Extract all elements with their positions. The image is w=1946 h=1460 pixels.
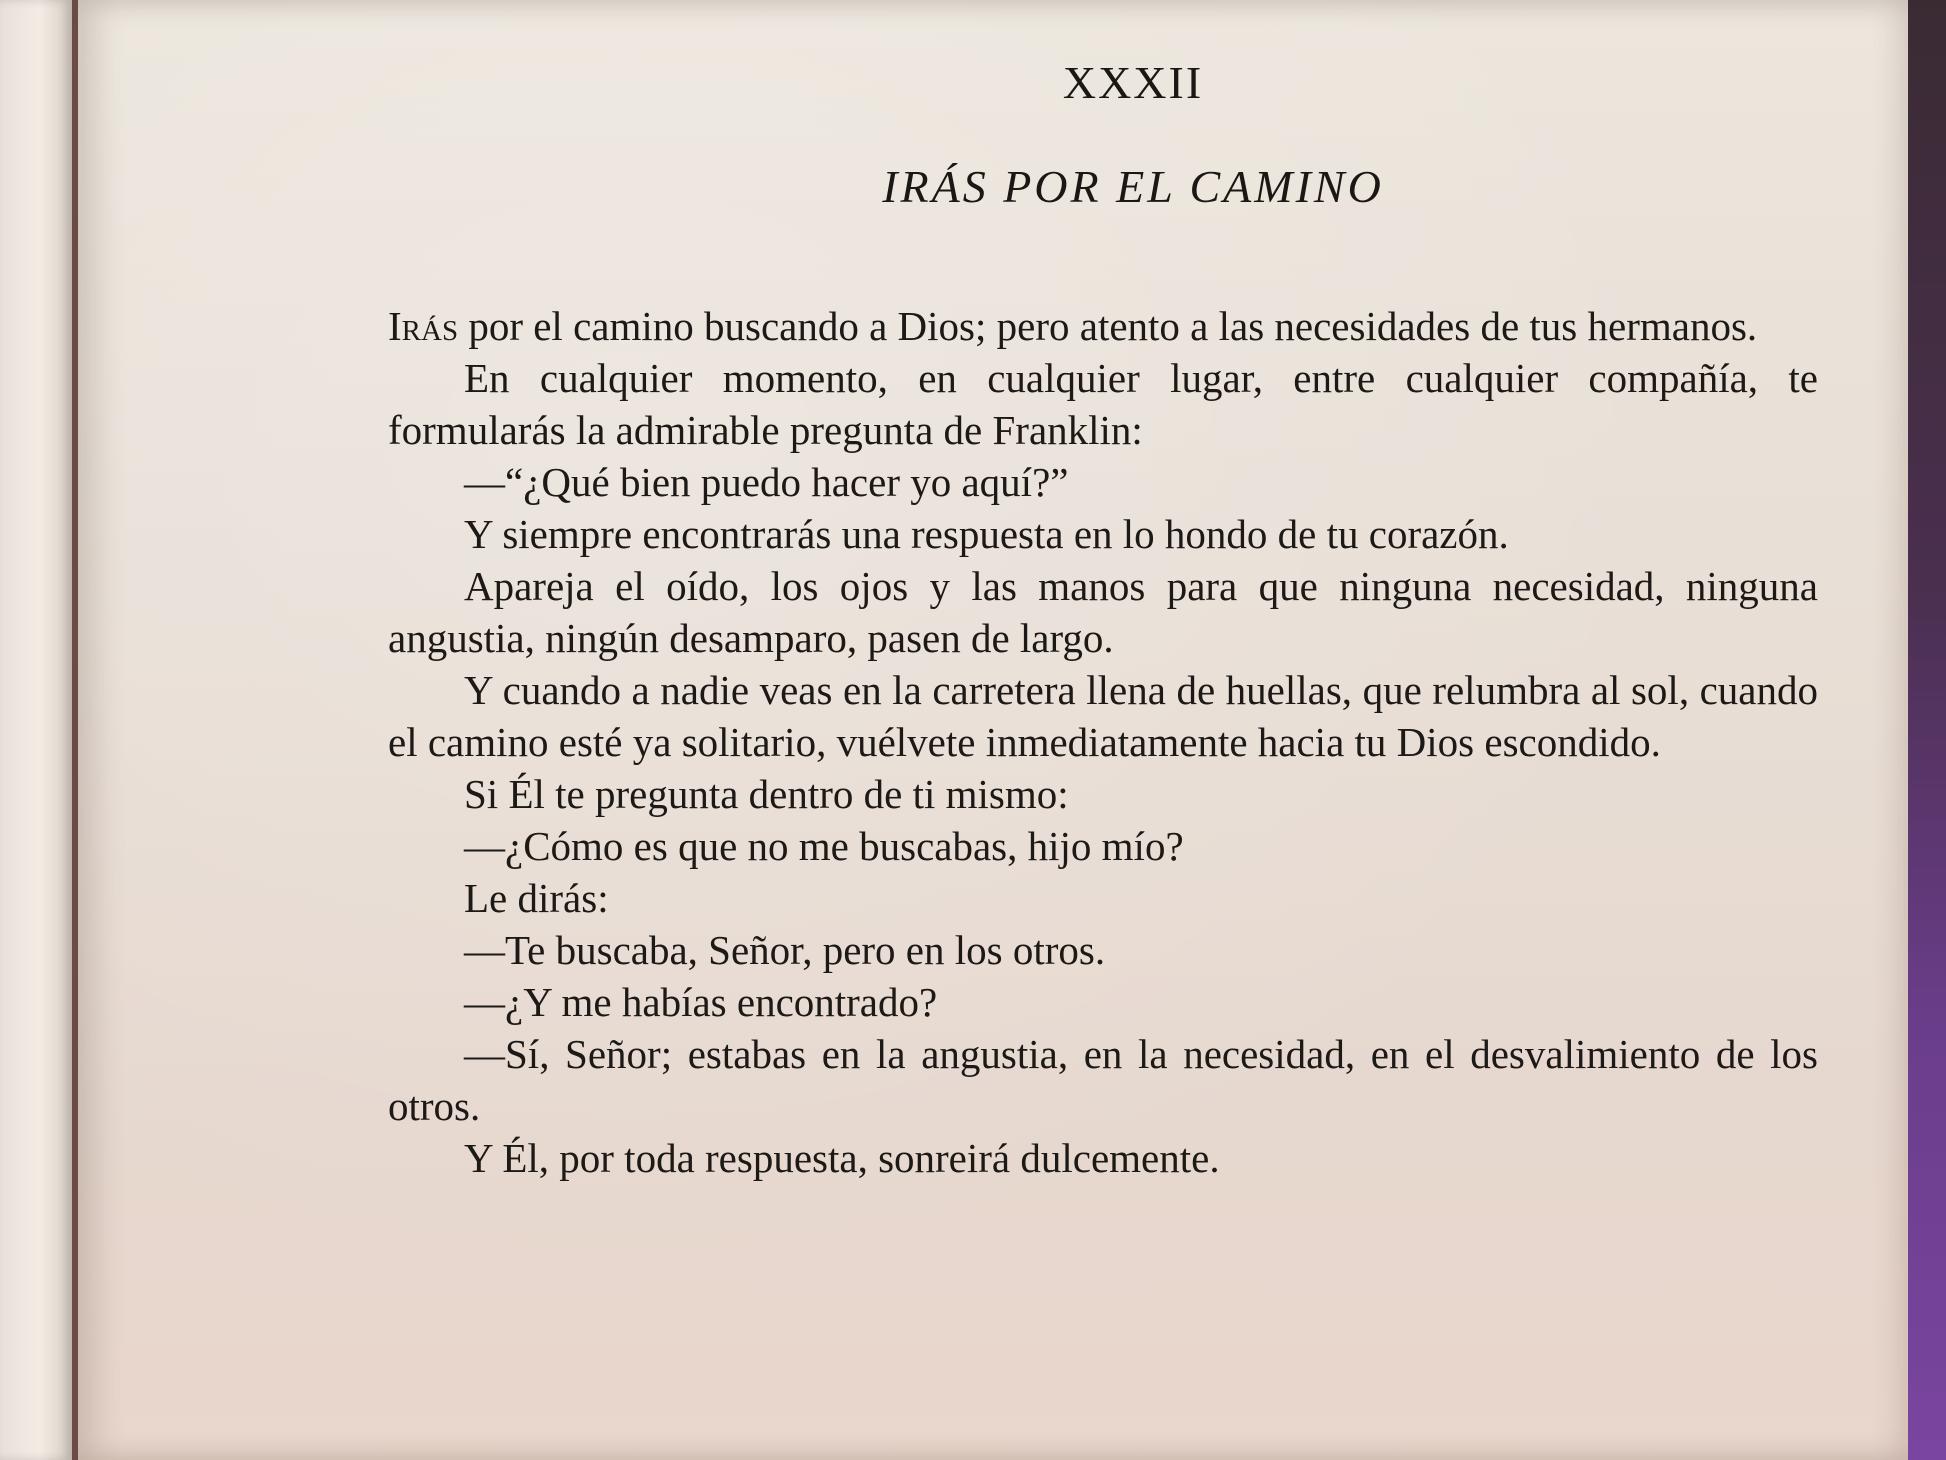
chapter-number: XXXII — [1062, 57, 1204, 108]
paragraph-5: Apareja el oído, los ojos y las manos para que ninguna necesidad, ninguna angustia, ningún desamparo, pasen de largo. — [388, 563, 1818, 661]
paragraph-4: Y siempre encontrarás una respuesta en lo hondo de tu corazón. — [464, 511, 1509, 557]
book-page — [78, 0, 1908, 1460]
paragraph-2: En cualquier momento, en cualquier lugar, entre cualquier compañía, te formularás la admirable pregunta de Franklin: — [388, 355, 1818, 453]
paragraph-9: Le dirás: — [464, 875, 609, 921]
paragraph-3: —“¿Qué bien puedo hacer yo aquí?” — [464, 459, 1069, 505]
first-word-rest: rás — [401, 303, 459, 349]
background-surface — [1902, 0, 1946, 1460]
paragraph-1 — [388, 300, 1818, 352]
paragraph-8: —¿Cómo es que no me buscabas, hijo mío? — [464, 823, 1184, 869]
paragraph-10: —Te buscaba, Señor, pero en los otros. — [464, 927, 1106, 973]
paragraph-13: Y Él, por toda respuesta, sonreirá dulcemente. — [464, 1135, 1220, 1181]
paragraph-7: Si Él te pregunta dentro de ti mismo: — [464, 771, 1069, 817]
paragraph-6: Y cuando a nadie veas en la carretera llena de huellas, que relumbra al sol, cuando el camino esté ya solitario, vuélvete inmediatamente hacia tu Dios escondido. — [388, 667, 1818, 765]
facing-page-edge — [0, 0, 72, 1460]
drop-initial: I — [388, 303, 402, 349]
chapter-title: IRÁS POR EL CAMINO — [882, 161, 1384, 212]
paragraph-12: —Sí, Señor; estabas en la angustia, en la necesidad, en el desvalimiento de los otros. — [388, 1031, 1818, 1129]
paragraph-1-text: por el camino buscando a Dios; pero atento a las necesidades de tus hermanos. — [458, 303, 1758, 349]
chapter-body — [388, 300, 1818, 1184]
paragraph-11: —¿Y me habías encontrado? — [464, 979, 938, 1025]
